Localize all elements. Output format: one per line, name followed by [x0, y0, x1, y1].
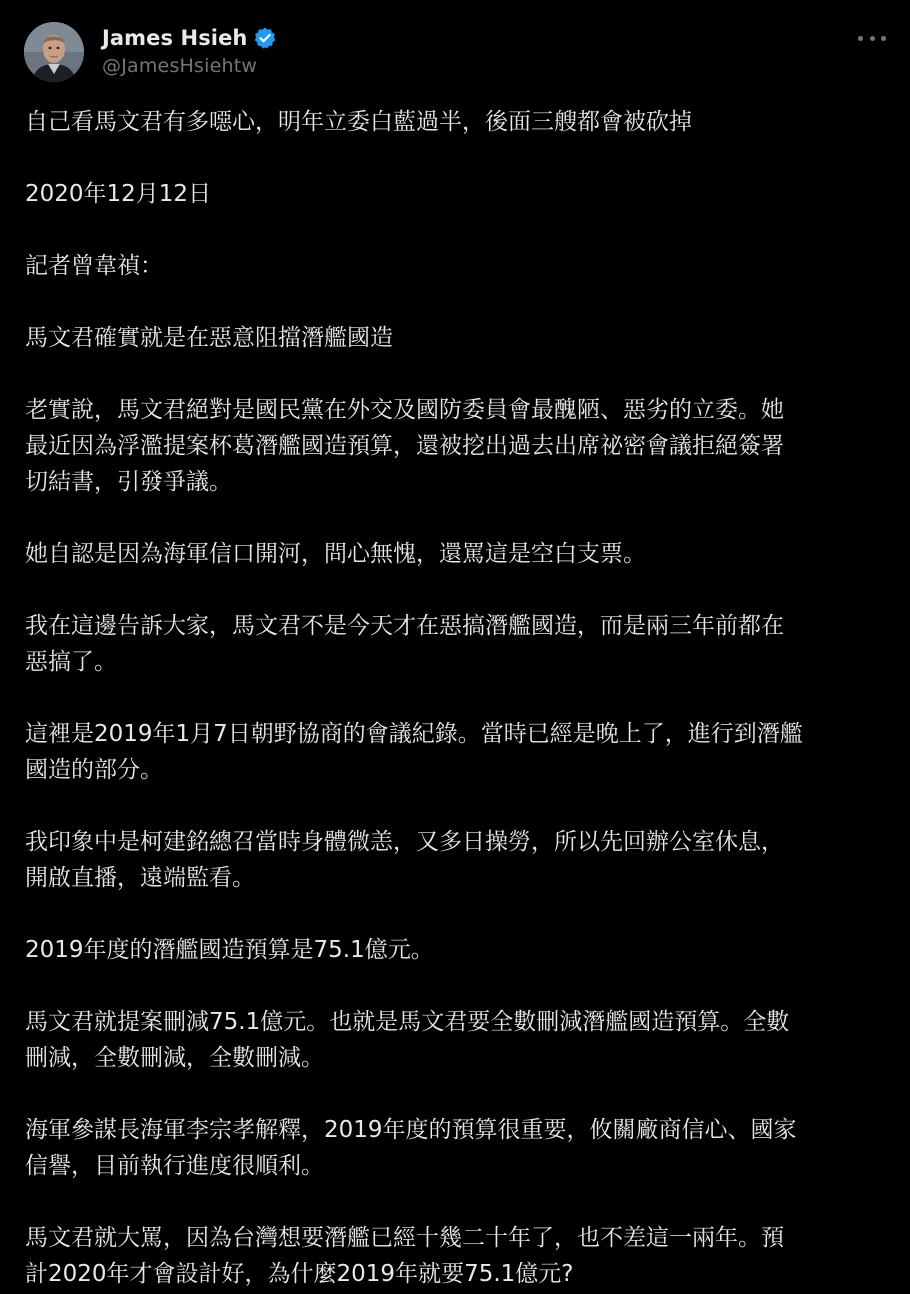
- tweet-paragraph: 馬文君就提案刪減75.1億元。也就是馬文君要全數刪減潛艦國造預算。全數 刪減，全數刪減，全數刪減。: [25, 1009, 790, 1071]
- author-display-name[interactable]: James Hsieh: [102, 26, 248, 50]
- tweet-paragraph: 她自認是因為海軍信口開河，問心無愧，還罵這是空白支票。: [25, 541, 646, 567]
- tweet-paragraph: 2020年12月12日: [25, 181, 212, 207]
- author-names: [102, 24, 277, 77]
- avatar[interactable]: [24, 22, 84, 82]
- tweet-paragraph: 我在這邊告訴大家，馬文君不是今天才在惡搞潛艦國造，而是兩三年前都在 惡搞了。: [25, 613, 784, 675]
- more-dot: [881, 36, 886, 41]
- tweet-paragraph: 這裡是2019年1月7日朝野協商的會議紀錄。當時已經是晚上了，進行到潛艦 國造的部分。: [25, 721, 803, 783]
- tweet-paragraph: 海軍參謀長海軍李宗孝解釋，2019年度的預算很重要，攸關廠商信心、國家 信譽，目前執行進度很順利。: [25, 1117, 797, 1179]
- tweet-paragraph: 2019年度的潛艦國造預算是75.1億元。: [25, 937, 434, 963]
- tweet-paragraph: 馬文君就大罵，因為台灣想要潛艦已經十幾二十年了，也不差這一兩年。預 計2020年才會設計好，為什麼2019年就要75.1億元?: [25, 1225, 784, 1287]
- more-dot: [858, 36, 863, 41]
- more-options-icon[interactable]: [858, 28, 886, 48]
- display-name-row: [102, 24, 277, 52]
- verified-badge-icon[interactable]: [253, 26, 277, 50]
- tweet-header: [24, 22, 886, 84]
- tweet-paragraph: 我印象中是柯建銘總召當時身體微恙，又多日操勞，所以先回辦公室休息， 開啟直播，遠端監看。: [25, 829, 784, 891]
- more-dot: [870, 36, 875, 41]
- tweet-paragraph: 記者曾韋禎：: [25, 253, 163, 279]
- tweet-paragraph: 老實說，馬文君絕對是國民黨在外交及國防委員會最醜陋、惡劣的立委。她 最近因為浮濫提案杯葛潛艦國造預算，還被挖出過去出席祕密會議拒絕簽署 切結書，引發爭議。: [25, 397, 784, 495]
- tweet-paragraph: 馬文君確實就是在惡意阻擋潛艦國造: [25, 325, 393, 351]
- avatar-portrait-icon: [24, 22, 84, 82]
- tweet-paragraph: 自己看馬文君有多噁心，明年立委白藍過半，後面三艘都會被砍掉: [25, 109, 692, 135]
- tweet-text: [25, 104, 887, 1294]
- author-handle[interactable]: @JamesHsiehtw: [102, 55, 258, 77]
